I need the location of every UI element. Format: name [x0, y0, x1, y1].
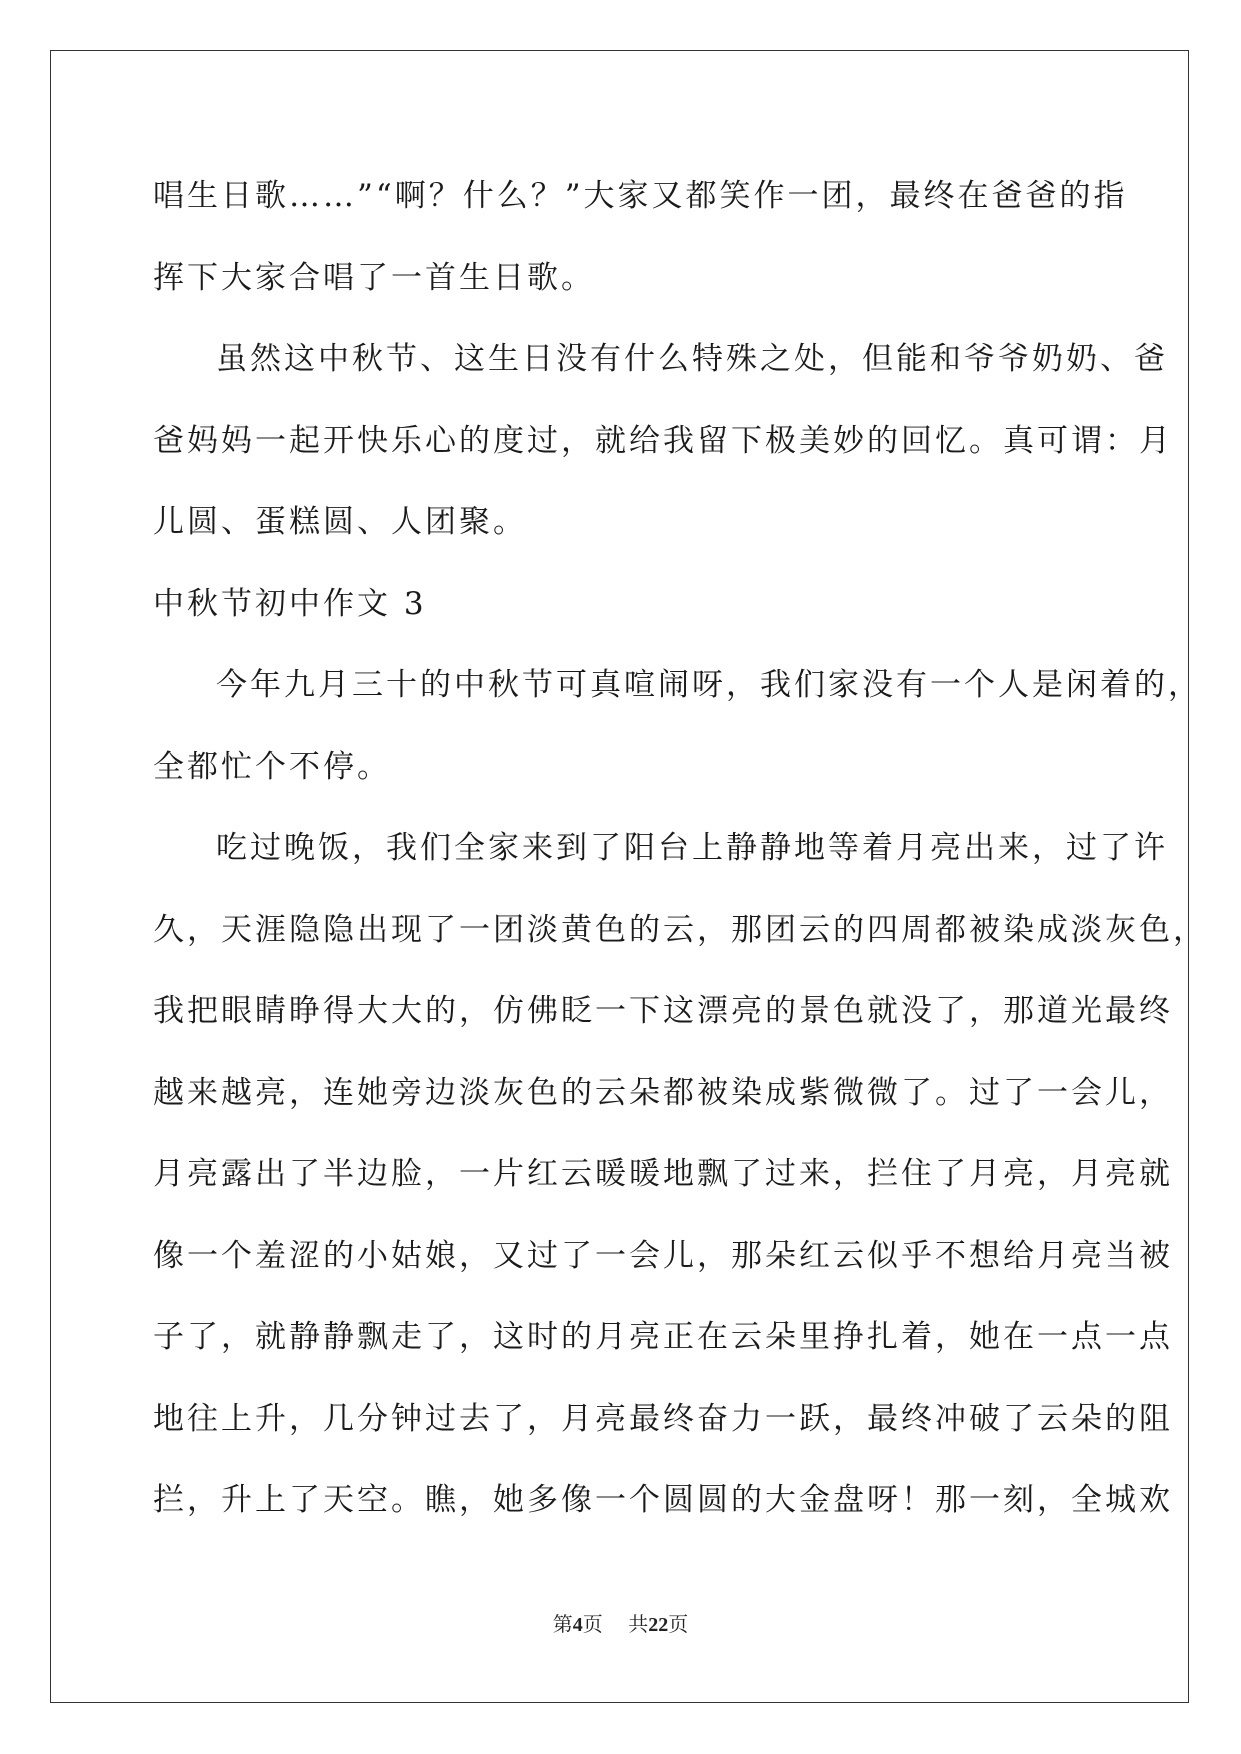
- text-line: 地往上升，几分钟过去了，月亮最终奋力一跃，最终冲破了云朵的阻: [153, 1400, 1173, 1437]
- text-line: 儿圆、蛋糕圆、人团聚。: [153, 504, 527, 540]
- total-suffix: 页: [668, 1612, 689, 1636]
- page-number: 4: [572, 1614, 583, 1636]
- total-pages: 22: [648, 1614, 669, 1636]
- page-prefix: 第: [552, 1612, 573, 1636]
- page-suffix: 页: [582, 1612, 603, 1636]
- text-line: 吃过晚饭，我们全家来到了阳台上静静地等着月亮出来，过了许: [216, 830, 1168, 866]
- text-line: 挥下大家合唱了一首生日歌。: [153, 259, 595, 296]
- text-line: 像一个羞涩的小姑娘，又过了一会儿，那朵红云似乎不想给月亮当被: [153, 1237, 1173, 1274]
- total-prefix: 共: [628, 1612, 649, 1636]
- text-line: 越来越亮，连她旁边淡灰色的云朵都被染成紫微微了。过了一会儿，: [153, 1074, 1173, 1111]
- text-line: 月亮露出了半边脸，一片红云暖暖地飘了过来，拦住了月亮，月亮就: [153, 1156, 1173, 1192]
- text-line: 全都忙个不停。: [153, 748, 391, 785]
- text-line: 久，天涯隐隐出现了一团淡黄色的云，那团云的四周都被染成淡灰色，: [153, 911, 1207, 948]
- text-line: 子了，就静静飘走了，这时的月亮正在云朵里挣扎着，她在一点一点: [153, 1319, 1173, 1355]
- text-line: 今年九月三十的中秋节可真喧闹呀，我们家没有一个人是闲着的，: [216, 667, 1202, 703]
- text-line: 拦，升上了天空。瞧，她多像一个圆圆的大金盘呀！那一刻，全城欢: [153, 1482, 1173, 1518]
- text-line: 唱生日歌……”“啊？什么？”大家又都笑作一团，最终在爸爸的指: [153, 178, 1128, 214]
- text-line: 爸妈妈一起开快乐心的度过，就给我留下极美妙的回忆。真可谓：月: [153, 422, 1173, 459]
- document-body: [153, 156, 1207, 1542]
- text-line: 我把眼睛睁得大大的，仿佛眨一下这漂亮的景色就没了，那道光最终: [153, 993, 1173, 1029]
- text-line: 虽然这中秋节、这生日没有什么特殊之处，但能和爷爷奶奶、爸: [216, 341, 1168, 377]
- text-line: 中秋节初中作文 3: [153, 585, 427, 622]
- page-footer: [0, 1608, 1241, 1637]
